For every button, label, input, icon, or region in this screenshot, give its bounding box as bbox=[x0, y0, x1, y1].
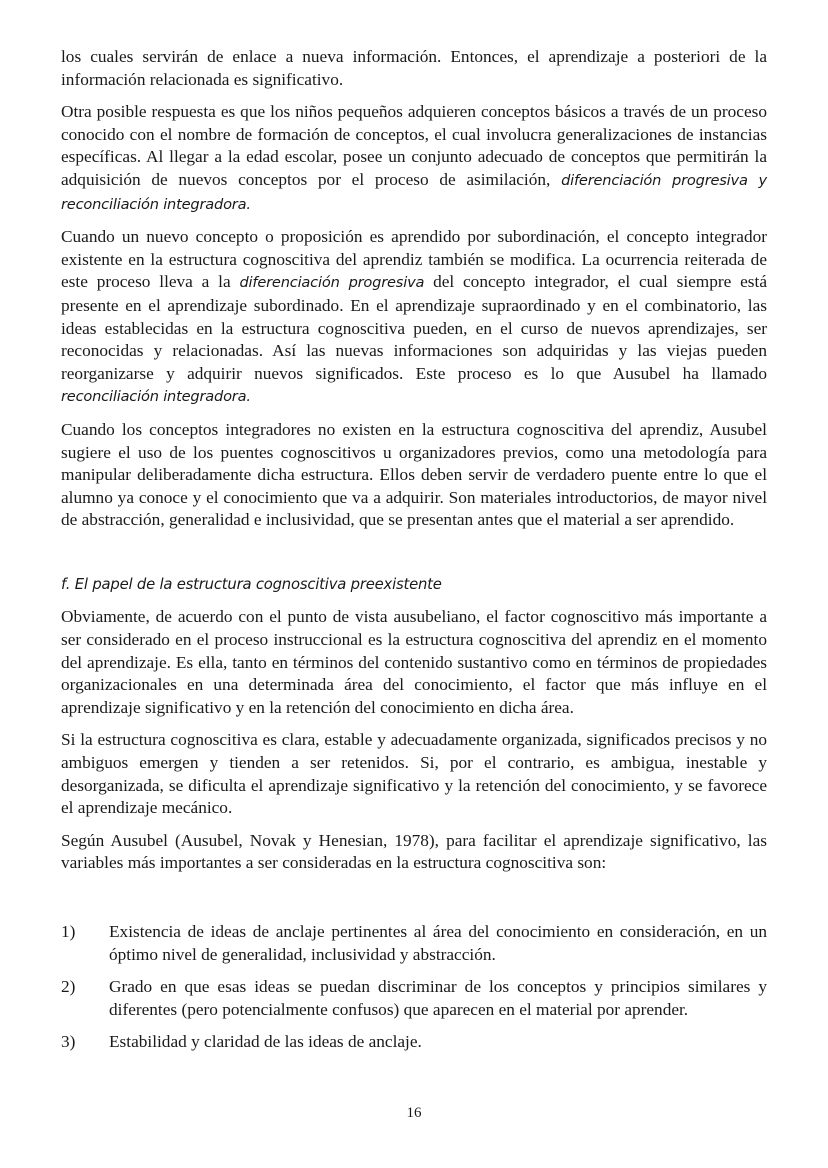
paragraph-4: Cuando los conceptos integradores no existen en la estructura cognoscitiva del aprendiz, Ausubel sugiere el uso de los puentes cognoscitivos u organizadores previos, como una metodología para manipular deliberadamente dicha estructura. Ellos deben servir de verdadero puente entre lo que el alumno ya conoce y el conocimiento que va a adquirir. Son materiales introductorios, de mayor nivel de abstracción, generalidad e inclusividad, que se presentan antes que el material a ser aprendido. bbox=[61, 419, 767, 530]
list-number: 1) bbox=[61, 922, 76, 941]
italic-term: reconciliación integradora. bbox=[61, 388, 251, 406]
list-item bbox=[61, 1031, 767, 1054]
list-text: Existencia de ideas de anclaje pertinentes al área del conocimiento en consideración, en un óptimo nivel de generalidad, inclusividad y abstracción. bbox=[109, 922, 767, 964]
italic-term: diferenciación progresiva bbox=[239, 274, 425, 292]
variables-list bbox=[61, 921, 767, 1054]
section-paragraph-1: Obviamente, de acuerdo con el punto de vista ausubeliano, el factor cognoscitivo más importante a ser considerado en el proceso instruccional es la estructura cognoscitiva del aprendiz en el momento del aprendizaje. Es ella, tanto en términos del contenido sustantivo como en términos de propiedades organizacionales en una determinada área del conocimiento, el factor que más influye en el aprendizaje significativo y en la retención del conocimiento en dicha área. bbox=[61, 607, 767, 717]
paragraph-1: los cuales servirán de enlace a nueva información. Entonces, el aprendizaje a posteriori de la información relacionada es significativo. bbox=[61, 47, 767, 89]
document-page bbox=[61, 46, 767, 1064]
list-text: Estabilidad y claridad de las ideas de anclaje. bbox=[109, 1032, 422, 1052]
list-item bbox=[61, 921, 767, 966]
paragraph-3: Cuando un nuevo concepto o proposición es aprendido por subordinación, el concepto integrador existente en la estructura cognoscitiva del aprendiz también se modifica. La ocurrencia reiterada de este proceso lleva a la diferenciación progresiva del concepto integrador, el cual siempre está presente en el aprendizaje subordinado. En el aprendizaje supraordinado y en el combinatorio, las ideas establecidas en la estructura cognoscitiva pueden, en el curso de nuevos aprendizajes, ser reconocidas y relacionadas. Así las nuevas informaciones son adquiridas y las viejas pueden reorganizarse y adquirir nuevos significados. Este proceso es lo que Ausubel ha llamado reconciliación integradora. bbox=[61, 227, 767, 406]
section-paragraph-2: Si la estructura cognoscitiva es clara, estable y adecuadamente organizada, significados precisos y no ambiguos emergen y tienden a ser retenidos. Si, por el contrario, es ambigua, inestable y desorganizada, se dificulta el aprendizaje significativo y la retención del conocimiento, y se favorece el aprendizaje mecánico. bbox=[61, 730, 767, 818]
italic-term: diferenciación progresiva y reconciliación integradora. bbox=[61, 171, 767, 213]
list-number: 2) bbox=[61, 977, 76, 997]
list-number: 3) bbox=[61, 1032, 76, 1052]
list-text: Grado en que esas ideas se puedan discriminar de los conceptos y principios similares y diferentes (pero potencialmente confusos) que aparecen en el material por aprender. bbox=[109, 977, 767, 1019]
paragraph-2: Otra posible respuesta es que los niños pequeños adquieren conceptos básicos a través de un proceso conocido con el nombre de formación de conceptos, el cual involucra generalizaciones de instancias específicas. Al llegar a la edad escolar, posee un conjunto adecuado de conceptos que permitirán la adquisición de nuevos conceptos por el proceso de asimilación, diferenciación progresiva y reconciliación integradora. bbox=[61, 102, 767, 213]
list-item bbox=[61, 976, 767, 1021]
section-heading: f. El papel de la estructura cognoscitiva preexistente bbox=[61, 575, 442, 593]
section-paragraph-3: Según Ausubel (Ausubel, Novak y Henesian, 1978), para facilitar el aprendizaje significativo, las variables más importantes a ser consideradas en la estructura cognoscitiva son: bbox=[61, 830, 767, 873]
page-number: 16 bbox=[406, 1105, 422, 1121]
